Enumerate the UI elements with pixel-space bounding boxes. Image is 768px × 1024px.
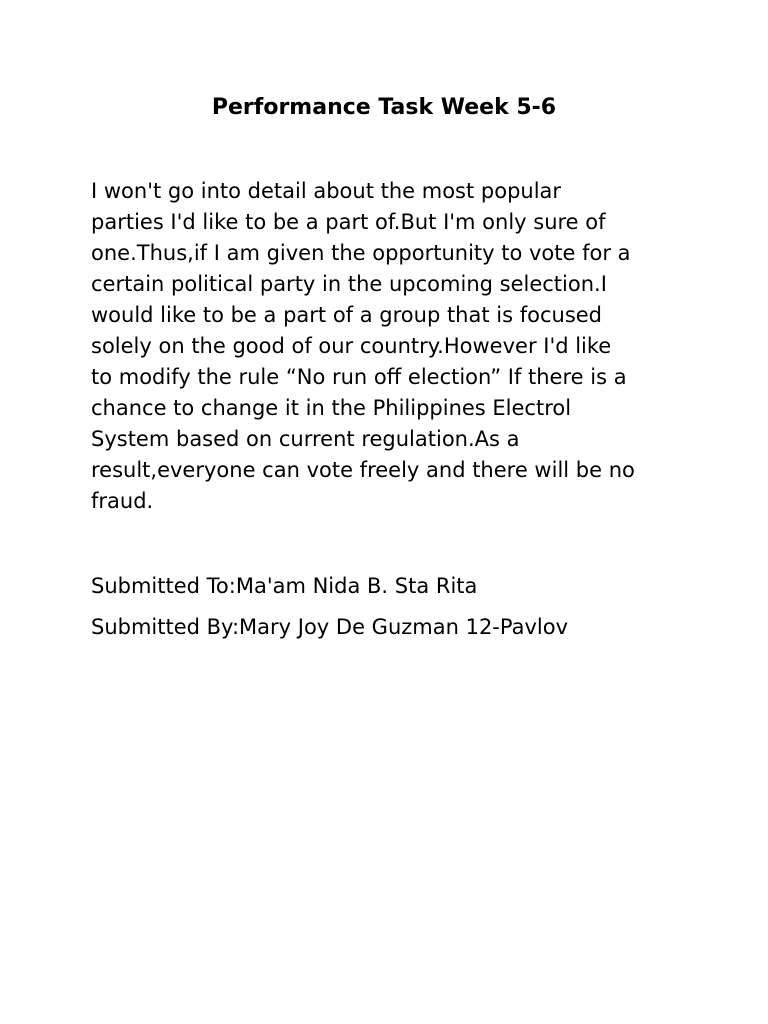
body-line: parties I'd like to be a part of.But I'm only sure of xyxy=(91,210,606,234)
body-line: chance to change it in the Philippines Electrol xyxy=(91,396,572,420)
document-title: Performance Task Week 5-6 xyxy=(211,95,557,120)
body-line: System based on current regulation.As a xyxy=(91,427,520,451)
body-line: would like to be a part of a group that is focused xyxy=(91,303,603,327)
body-paragraph xyxy=(91,176,691,517)
submitted-by: Submitted By:Mary Joy De Guzman 12-Pavlov xyxy=(91,615,569,639)
body-line: certain political party in the upcoming selection.I xyxy=(91,272,607,296)
body-line: result,everyone can vote freely and there will be no xyxy=(91,458,635,482)
body-line: to modify the rule “No run off election” If there is a xyxy=(91,365,627,389)
body-line: solely on the good of our country.However I'd like xyxy=(91,334,612,358)
body-line: one.Thus,if I am given the opportunity to vote for a xyxy=(91,241,631,265)
body-line: I won't go into detail about the most popular xyxy=(91,179,562,203)
body-line: fraud. xyxy=(91,489,154,513)
submitted-to: Submitted To:Ma'am Nida B. Sta Rita xyxy=(91,574,478,598)
